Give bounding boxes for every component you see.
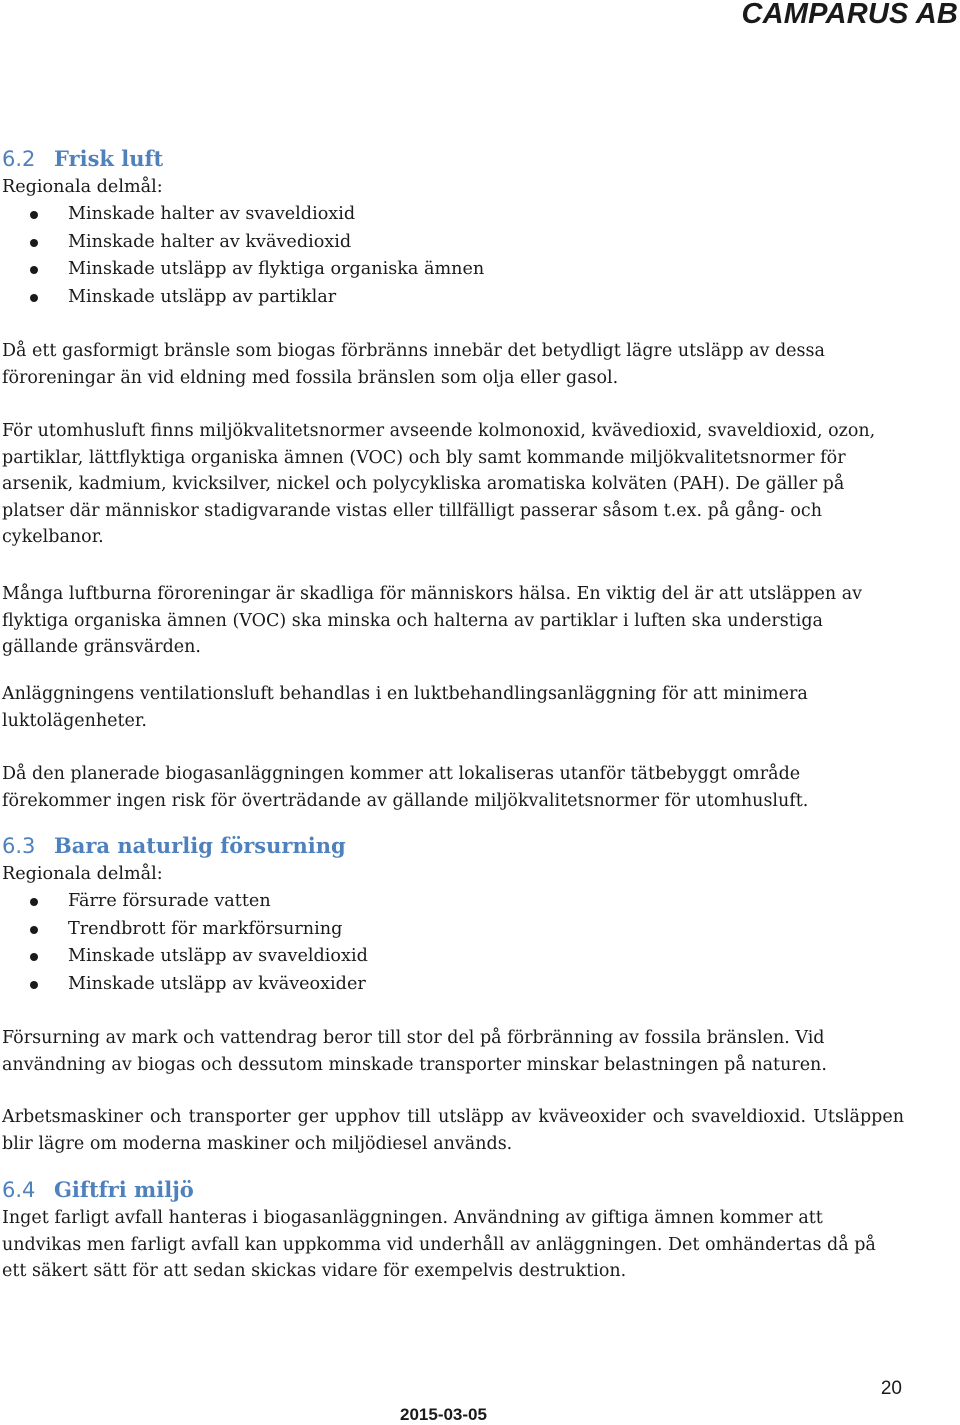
list-item: Minskade halter av svaveldioxid (2, 201, 484, 229)
list-item: Minskade utsläpp av flyktiga organiska ämnen (2, 256, 484, 284)
paragraph: Inget farligt avfall hanteras i biogasanläggningen. Användning av giftiga ämnen kommer att undvikas men farligt avfall kan uppkomma vid underhåll av anläggningen. Det omhändertas då på ett säkert sätt för att sedan skickas vidare för exempelvis destruktion. (2, 1208, 876, 1281)
bullet-icon (30, 953, 38, 961)
paragraph: För utomhusluft finns miljökvalitetsnormer avseende kolmonoxid, kvävedioxid, svaveldioxid, ozon, partiklar, lättflyktiga organiska ämnen (VOC) och bly samt kommande miljökvalitetsnormer för arsenik, kadmium, kvicksilver, nickel och polycykliska aromatiska kolväten (PAH). De gäller på platser där människor stadigvarande vistas eller tillfälligt passerar såsom t.ex. på gång- och cykelbanor. (2, 421, 876, 547)
goals-label: Regionala delmål: (2, 177, 163, 197)
paragraph: Då den planerade biogasanläggningen kommer att lokaliseras utanför tätbebyggt område förekommer ingen risk för överträdande av gällande miljökvalitetsnormer för utomhusluft. (2, 764, 809, 811)
section-heading-6-2 (2, 145, 163, 173)
company-name: CAMPARUS AB (741, 0, 958, 30)
section-number: 6.4 (2, 1178, 36, 1202)
section-title: Frisk luft (54, 146, 164, 171)
goals-label: Regionala delmål: (2, 864, 163, 884)
bullet-icon (30, 926, 38, 934)
section-heading-6-3 (2, 832, 346, 860)
bullet-icon (30, 211, 38, 219)
paragraph: Arbetsmaskiner och transporter ger upphov till utsläpp av kväveoxider och svaveldioxid. Utsläppen blir lägre om moderna maskiner och miljödiesel används. (2, 1107, 904, 1154)
list-item: Minskade utsläpp av partiklar (2, 284, 484, 312)
list-item: Minskade halter av kvävedioxid (2, 229, 484, 257)
goals-list (2, 888, 368, 998)
bullet-icon (30, 981, 38, 989)
list-item: Minskade utsläpp av kväveoxider (2, 971, 368, 999)
list-item: Trendbrott för markförsurning (2, 916, 368, 944)
paragraph: Försurning av mark och vattendrag beror till stor del på förbränning av fossila bränslen. Vid användning av biogas och dessutom minskade transporter minskar belastningen på naturen. (2, 1028, 827, 1075)
section-title: Bara naturlig försurning (54, 833, 346, 858)
list-item: Färre försurade vatten (2, 888, 368, 916)
bullet-icon (30, 294, 38, 302)
paragraph: Många luftburna föroreningar är skadliga för människors hälsa. En viktig del är att utsläppen av flyktiga organiska ämnen (VOC) ska minska och halterna av partiklar i luften ska understiga gällande gränsvärden. (2, 584, 863, 657)
section-title: Giftfri miljö (54, 1177, 194, 1202)
footer-date: 2015-03-05 (400, 1405, 487, 1424)
paragraph: Anläggningens ventilationsluft behandlas i en luktbehandlingsanläggning för att minimera luktolägenheter. (2, 684, 808, 731)
list-item: Minskade utsläpp av svaveldioxid (2, 943, 368, 971)
section-number: 6.3 (2, 834, 36, 858)
section-heading-6-4 (2, 1176, 194, 1204)
goals-list (2, 201, 484, 311)
bullet-icon (30, 898, 38, 906)
paragraph: Då ett gasformigt bränsle som biogas förbränns innebär det betydligt lägre utsläpp av dessa föroreningar än vid eldning med fossila bränslen som olja eller gasol. (2, 341, 825, 388)
page-number: 20 (880, 1378, 902, 1399)
section-number: 6.2 (2, 147, 36, 171)
bullet-icon (30, 266, 38, 274)
bullet-icon (30, 239, 38, 247)
